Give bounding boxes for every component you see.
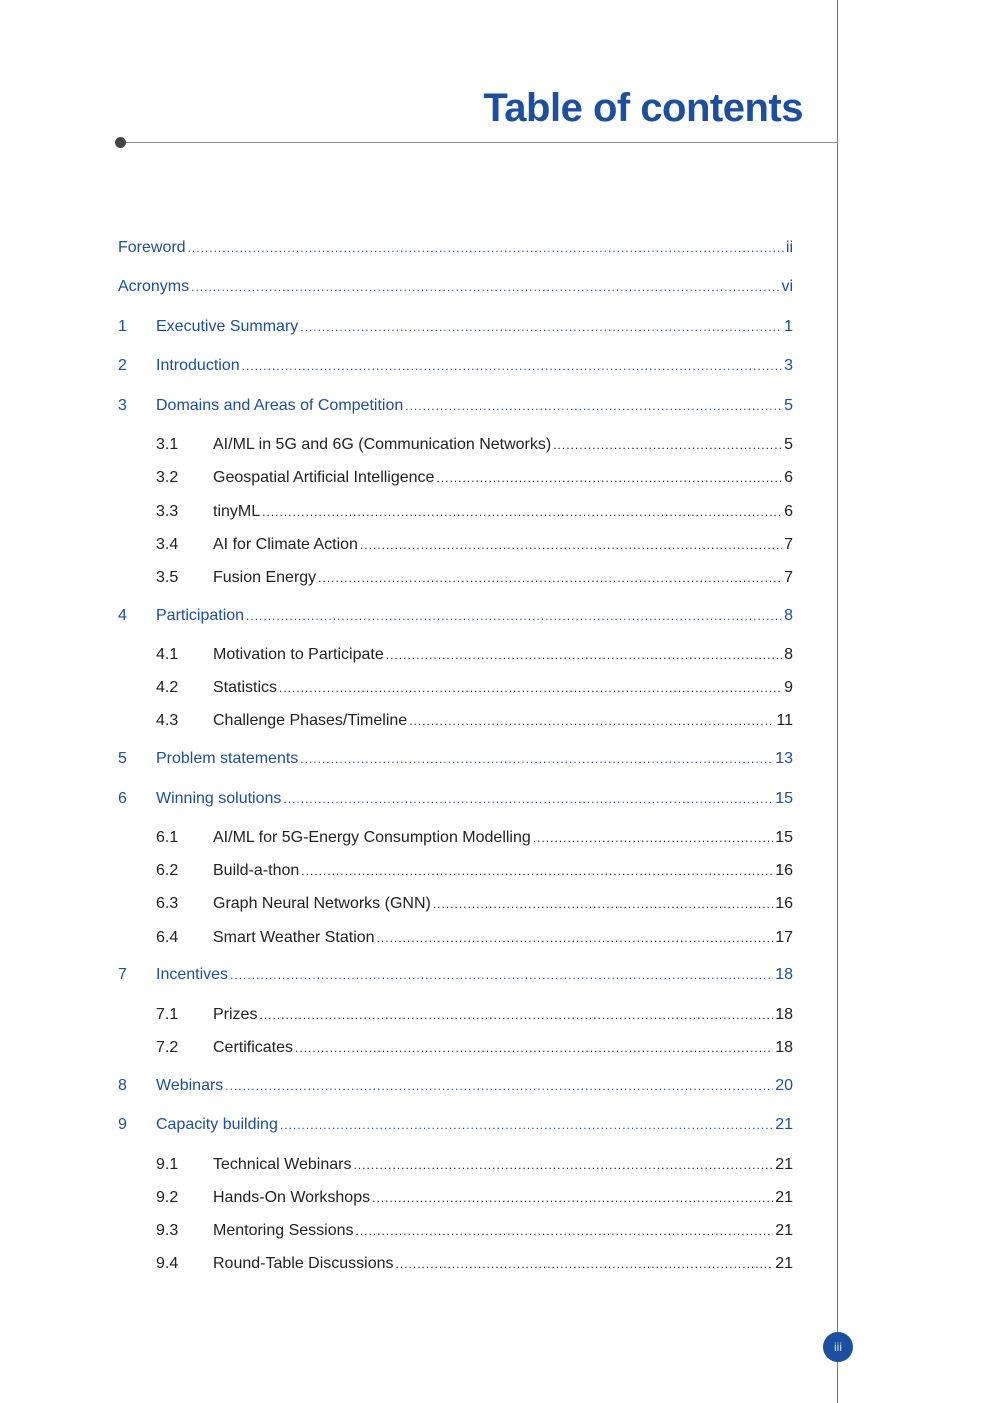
toc-entry-page[interactable]: vi bbox=[781, 278, 793, 295]
toc-entry-page[interactable]: 21 bbox=[775, 1255, 793, 1272]
dot-leader bbox=[279, 681, 782, 695]
toc-entry-page[interactable]: 16 bbox=[775, 862, 793, 879]
toc-entry-number: 2 bbox=[118, 357, 127, 374]
toc-entry[interactable] bbox=[118, 679, 793, 699]
toc-entry[interactable] bbox=[118, 862, 793, 882]
toc-entry-number: 8 bbox=[118, 1077, 127, 1094]
toc-entry-label[interactable]: Mentoring Sessions bbox=[213, 1222, 354, 1239]
toc-entry-page[interactable]: 20 bbox=[775, 1077, 793, 1094]
toc-entry-number: 4 bbox=[118, 607, 127, 624]
toc-entry-page[interactable]: 9 bbox=[784, 679, 793, 696]
toc-entry-number: 3.1 bbox=[156, 436, 179, 453]
toc-entry[interactable] bbox=[118, 790, 793, 810]
toc-entry-page[interactable]: 5 bbox=[784, 397, 793, 414]
toc-entry-label[interactable]: Executive Summary bbox=[156, 318, 299, 335]
toc-entry-label[interactable]: Prizes bbox=[213, 1006, 258, 1023]
toc-entry-number: 5 bbox=[118, 750, 127, 767]
dot-leader bbox=[372, 1191, 773, 1205]
title-underline bbox=[120, 142, 838, 143]
toc-entry-number: 4.1 bbox=[156, 646, 179, 663]
dot-leader bbox=[405, 399, 782, 413]
toc-entry[interactable] bbox=[118, 436, 793, 456]
toc-entry-label[interactable]: Introduction bbox=[156, 357, 240, 374]
page-title: Table of contents bbox=[483, 86, 803, 130]
page-number-badge: iii bbox=[823, 1332, 853, 1362]
toc-entry-number: 6.4 bbox=[156, 929, 179, 946]
toc-entry-number: 9.3 bbox=[156, 1222, 179, 1239]
toc-entry-number: 9 bbox=[118, 1116, 127, 1133]
toc-entry-page[interactable]: 17 bbox=[775, 929, 793, 946]
dot-leader bbox=[225, 1079, 773, 1093]
toc-entry-label[interactable]: Hands-On Workshops bbox=[213, 1189, 371, 1206]
toc-entry[interactable] bbox=[118, 536, 793, 556]
toc-entry[interactable] bbox=[118, 646, 793, 666]
toc-entry-number: 6.2 bbox=[156, 862, 179, 879]
toc-entry-page[interactable]: 21 bbox=[775, 1189, 793, 1206]
toc-entry-page[interactable]: 16 bbox=[775, 895, 793, 912]
toc-entry-label[interactable]: Foreword bbox=[118, 239, 186, 256]
toc-entry[interactable] bbox=[118, 357, 793, 377]
toc-entry-label[interactable]: Domains and Areas of Competition bbox=[156, 397, 404, 414]
toc-entry-number: 3.5 bbox=[156, 569, 179, 586]
toc-entry-page[interactable]: 7 bbox=[784, 569, 793, 586]
toc-entry[interactable] bbox=[118, 1006, 793, 1026]
toc-entry[interactable] bbox=[118, 1222, 793, 1242]
dot-leader bbox=[280, 1118, 773, 1132]
toc-entry-page[interactable]: 13 bbox=[775, 750, 793, 767]
toc-entry-page[interactable]: 18 bbox=[775, 1039, 793, 1056]
toc-entry-number: 7.1 bbox=[156, 1006, 179, 1023]
toc-entry-page[interactable]: 21 bbox=[775, 1116, 793, 1133]
toc-entry[interactable] bbox=[118, 607, 793, 627]
dot-leader bbox=[353, 1158, 773, 1172]
toc-entry-label[interactable]: AI/ML in 5G and 6G (Communication Networks) bbox=[213, 436, 552, 453]
toc-entry-page[interactable]: 15 bbox=[775, 829, 793, 846]
toc-entry[interactable] bbox=[118, 1116, 793, 1136]
toc-entry-label[interactable]: Incentives bbox=[156, 966, 229, 983]
dot-leader bbox=[436, 471, 782, 485]
toc-entry[interactable] bbox=[118, 829, 793, 849]
toc-entry[interactable] bbox=[118, 397, 793, 417]
toc-entry[interactable] bbox=[118, 1077, 793, 1097]
toc-entry-number: 6.1 bbox=[156, 829, 179, 846]
toc-entry-page[interactable]: 18 bbox=[775, 1006, 793, 1023]
dot-leader bbox=[409, 714, 774, 728]
dot-leader bbox=[386, 648, 782, 662]
toc-entry-page[interactable]: 8 bbox=[784, 607, 793, 624]
toc-entry-number: 3.4 bbox=[156, 536, 179, 553]
toc-entry-page[interactable]: 18 bbox=[775, 966, 793, 983]
dot-leader bbox=[301, 864, 773, 878]
toc-entry-label[interactable]: Round-Table Discussions bbox=[213, 1255, 394, 1272]
dot-leader bbox=[259, 1008, 773, 1022]
toc-entry-label[interactable]: AI for Climate Action bbox=[213, 536, 358, 553]
toc-entry-page[interactable]: 15 bbox=[775, 790, 793, 807]
toc-entry-label[interactable]: tinyML bbox=[213, 503, 261, 520]
toc-entry-label[interactable]: Capacity building bbox=[156, 1116, 278, 1133]
toc-entry[interactable] bbox=[118, 750, 793, 770]
toc-entry[interactable] bbox=[118, 929, 793, 949]
underline-dot bbox=[115, 137, 126, 148]
toc-entry-label[interactable]: Statistics bbox=[213, 679, 278, 696]
toc-entry[interactable] bbox=[118, 239, 793, 259]
toc-entry[interactable] bbox=[118, 966, 793, 986]
toc-entry-number: 3.3 bbox=[156, 503, 179, 520]
toc-entry-page[interactable]: 8 bbox=[784, 646, 793, 663]
toc-entry-label[interactable]: Participation bbox=[156, 607, 245, 624]
toc-entry-page[interactable]: 3 bbox=[784, 357, 793, 374]
dot-leader bbox=[377, 931, 774, 945]
toc-entry[interactable] bbox=[118, 1156, 793, 1176]
toc-entry-label[interactable]: Technical Webinars bbox=[213, 1156, 352, 1173]
toc-entry-number: 3.2 bbox=[156, 469, 179, 486]
toc-entry[interactable] bbox=[118, 1039, 793, 1059]
toc-entry-label[interactable]: Webinars bbox=[156, 1077, 224, 1094]
dot-leader bbox=[262, 505, 782, 519]
dot-leader bbox=[230, 968, 773, 982]
toc-entry-number: 6.3 bbox=[156, 895, 179, 912]
toc-entry-number: 7.2 bbox=[156, 1039, 179, 1056]
toc-entry-page[interactable]: 6 bbox=[784, 469, 793, 486]
toc-entry[interactable] bbox=[118, 712, 793, 732]
toc-entry-page[interactable]: 21 bbox=[775, 1222, 793, 1239]
toc-entry-label[interactable]: Problem statements bbox=[156, 750, 299, 767]
dot-leader bbox=[553, 438, 782, 452]
toc-entry-number: 1 bbox=[118, 318, 127, 335]
toc-entry-label[interactable]: Winning solutions bbox=[156, 790, 282, 807]
toc-entry-label[interactable]: Smart Weather Station bbox=[213, 929, 375, 946]
toc-entry-page[interactable]: 1 bbox=[784, 318, 793, 335]
toc-entry-label[interactable]: Fusion Energy bbox=[213, 569, 317, 586]
toc-entry-number: 7 bbox=[118, 966, 127, 983]
toc-entry-label[interactable]: Acronyms bbox=[118, 278, 190, 295]
dot-leader bbox=[433, 897, 773, 911]
toc-entry-page[interactable]: 7 bbox=[784, 536, 793, 553]
toc-entry-page[interactable]: 11 bbox=[776, 712, 793, 729]
right-margin-rule bbox=[837, 0, 838, 1403]
dot-leader bbox=[356, 1224, 774, 1238]
toc-entry-label[interactable]: AI/ML for 5G-Energy Consumption Modelling bbox=[213, 829, 531, 846]
toc-entry[interactable] bbox=[118, 469, 793, 489]
dot-leader bbox=[533, 831, 773, 845]
toc-entry-label[interactable]: Graph Neural Networks (GNN) bbox=[213, 895, 431, 912]
toc-entry-number: 9.2 bbox=[156, 1189, 179, 1206]
toc-entry-number: 4.3 bbox=[156, 712, 179, 729]
toc-entry[interactable] bbox=[118, 503, 793, 523]
dot-leader bbox=[188, 241, 784, 255]
toc-entry[interactable] bbox=[118, 1255, 793, 1275]
toc-entry-label[interactable]: Motivation to Participate bbox=[213, 646, 384, 663]
toc-entry-number: 9.1 bbox=[156, 1156, 179, 1173]
dot-leader bbox=[318, 571, 782, 585]
toc-entry-number: 4.2 bbox=[156, 679, 179, 696]
dot-leader bbox=[283, 792, 773, 806]
toc-entry-label[interactable]: Challenge Phases/Timeline bbox=[213, 712, 408, 729]
toc-entry-label[interactable]: Geospatial Artificial Intelligence bbox=[213, 469, 435, 486]
toc-entry-page[interactable]: 6 bbox=[784, 503, 793, 520]
dot-leader bbox=[360, 538, 782, 552]
dot-leader bbox=[396, 1257, 774, 1271]
toc-entry[interactable] bbox=[118, 895, 793, 915]
toc-entry-label[interactable]: Certificates bbox=[213, 1039, 294, 1056]
dot-leader bbox=[300, 752, 773, 766]
toc-entry[interactable] bbox=[118, 318, 793, 338]
toc-entry-label[interactable]: Build-a-thon bbox=[213, 862, 300, 879]
toc-entry[interactable] bbox=[118, 569, 793, 589]
dot-leader bbox=[191, 280, 779, 294]
toc-entry-number: 3 bbox=[118, 397, 127, 414]
dot-leader bbox=[295, 1041, 773, 1055]
toc-entry-number: 9.4 bbox=[156, 1255, 179, 1272]
dot-leader bbox=[242, 359, 782, 373]
toc-entry[interactable] bbox=[118, 1189, 793, 1209]
dot-leader bbox=[300, 320, 782, 334]
toc-entry-number: 6 bbox=[118, 790, 127, 807]
toc-entry-page[interactable]: 5 bbox=[784, 436, 793, 453]
toc-entry-page[interactable]: 21 bbox=[775, 1156, 793, 1173]
dot-leader bbox=[246, 609, 782, 623]
toc-entry-page[interactable]: ii bbox=[785, 239, 793, 256]
toc-entry[interactable] bbox=[118, 278, 793, 298]
